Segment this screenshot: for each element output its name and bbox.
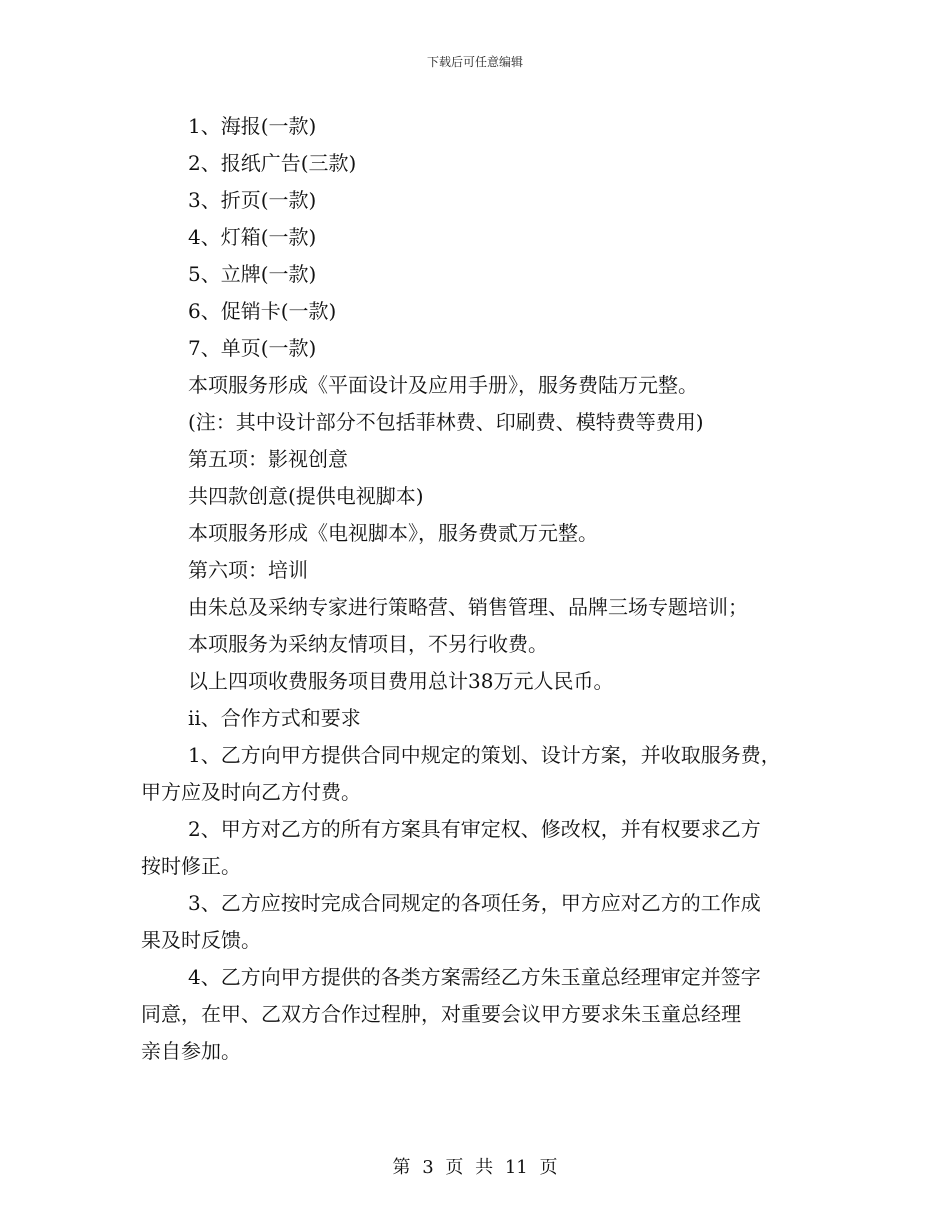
list-item: 7、单页(一款) xyxy=(188,336,317,360)
paragraph-line: 4、乙方向甲方提供的各类方案需经乙方朱玉童总经理审定并签字 xyxy=(188,965,761,989)
paragraph-line: 亲自参加。 xyxy=(141,1039,241,1063)
section-heading: 第五项：影视创意 xyxy=(188,447,348,471)
list-item: 1、海报(一款) xyxy=(188,114,317,138)
paragraph-line: 按时修正。 xyxy=(141,854,241,878)
paragraph-line: 本项服务为采纳友情项目，不另行收费。 xyxy=(188,632,548,656)
paragraph-line: 甲方应及时向乙方付费。 xyxy=(141,780,361,804)
paragraph-line: 2、甲方对乙方的所有方案具有审定权、修改权，并有权要求乙方 xyxy=(188,817,761,841)
paragraph-line: 3、乙方应按时完成合同规定的各项任务，甲方应对乙方的工作成 xyxy=(188,891,761,915)
paragraph-line: 1、乙方向甲方提供合同中规定的策划、设计方案，并收取服务费， xyxy=(188,743,781,767)
paragraph-line: 同意，在甲、乙双方合作过程肿，对重要会议甲方要求朱玉童总经理 xyxy=(141,1002,741,1026)
paragraph-line: 共四款创意(提供电视脚本) xyxy=(188,484,424,508)
list-item: 6、促销卡(一款) xyxy=(188,299,337,323)
list-item: 5、立牌(一款) xyxy=(188,262,317,286)
paragraph-line: 果及时反馈。 xyxy=(141,928,261,952)
paragraph-line: 由朱总及采纳专家进行策略营、销售管理、品牌三场专题培训； xyxy=(188,595,748,619)
section-heading: ⅱ、合作方式和要求 xyxy=(188,706,361,730)
paragraph-line: 本项服务形成《电视脚本》，服务费贰万元整。 xyxy=(188,521,598,545)
list-item: 4、灯箱(一款) xyxy=(188,225,317,249)
paragraph-line: 本项服务形成《平面设计及应用手册》，服务费陆万元整。 xyxy=(188,373,698,397)
paragraph-line: (注：其中设计部分不包括菲林费、印刷费、模特费等费用) xyxy=(188,410,704,434)
list-item: 2、报纸广告(三款) xyxy=(188,151,357,175)
page-header: 下载后可任意编辑 xyxy=(426,55,523,69)
section-heading: 第六项：培训 xyxy=(188,558,308,582)
list-item: 3、折页(一款) xyxy=(188,188,317,212)
paragraph-line: 以上四项收费服务项目费用总计38万元人民币。 xyxy=(188,669,614,693)
page-footer: 第 3 页 共 11 页 xyxy=(392,1157,558,1178)
